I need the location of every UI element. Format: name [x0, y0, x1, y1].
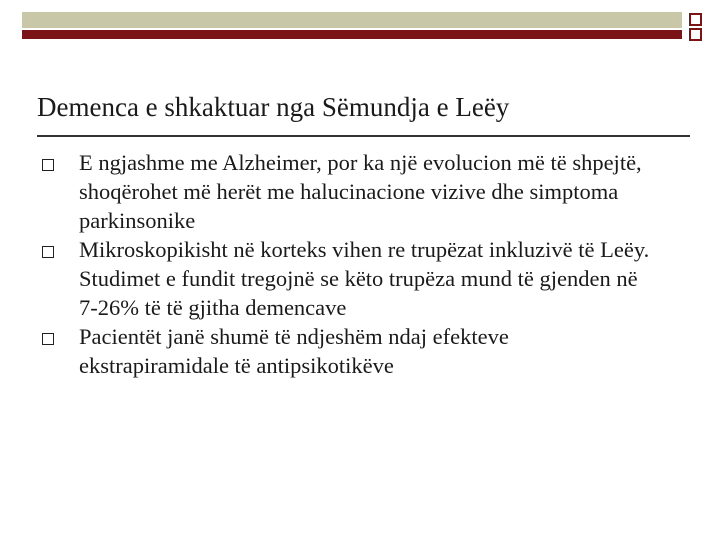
- square-bullet-icon: [42, 159, 54, 171]
- bullet-text: Mikroskopikisht në korteks vihen re trupëzat inkluzivë të Leëy. Studimet e fundit tregojnë se këto trupëza mund të gjenden në 7-26% të të gjitha demencave: [79, 237, 650, 320]
- bullet-item: [40, 235, 660, 322]
- square-bullet-icon: [42, 246, 54, 258]
- corner-square-icon: [689, 28, 702, 41]
- corner-square-icon: [689, 13, 702, 26]
- slide-title: Demenca e shkaktuar nga Sëmundja e Leëy: [37, 92, 510, 122]
- bullet-item: [40, 148, 660, 235]
- bullet-text: Pacientët janë shumë të ndjeshëm ndaj efekteve ekstrapiramidale të antipsikotikëve: [79, 324, 509, 378]
- square-bullet-icon: [42, 333, 54, 345]
- header-accent-line: [22, 30, 682, 39]
- bullet-list: [40, 148, 660, 380]
- bullet-text: E ngjashme me Alzheimer, por ka një evolucion më të shpejtë, shoqërohet më herët me halucinacione vizive dhe simptoma parkinsonike: [79, 150, 642, 233]
- title-divider: [37, 135, 690, 137]
- header-band: [22, 12, 682, 28]
- bullet-item: [40, 322, 660, 380]
